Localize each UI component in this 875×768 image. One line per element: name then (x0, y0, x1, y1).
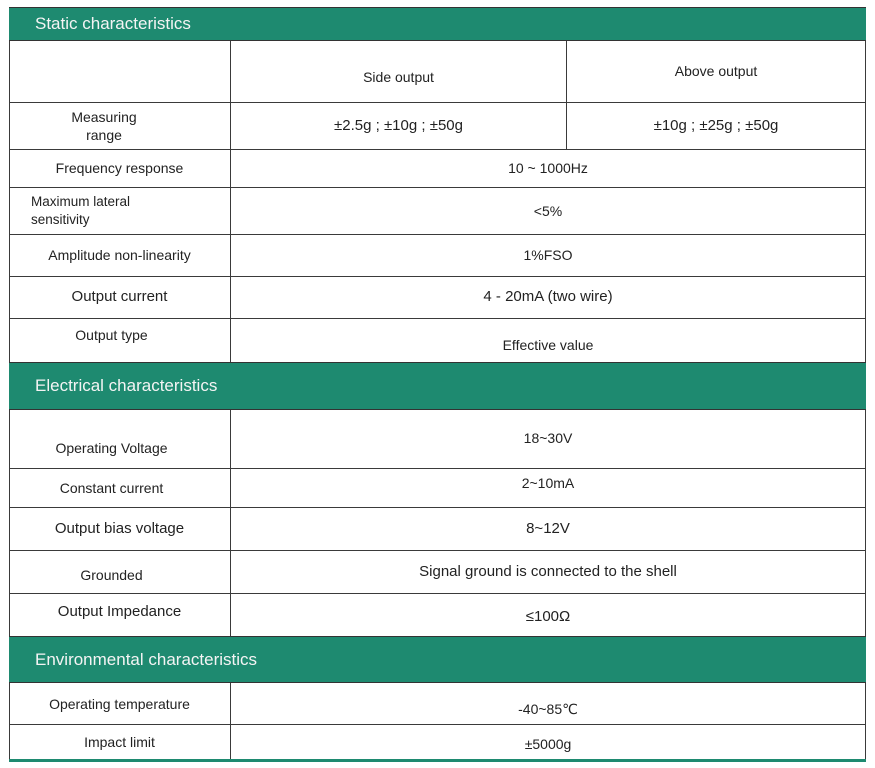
spec-table (9, 7, 866, 762)
value-amplitude-non-linearity: 1%FSO (523, 247, 573, 263)
column-header-above-output: Above output (674, 63, 758, 79)
label-measuring-range: Measuring range (71, 108, 137, 143)
label-operating-voltage: Operating Voltage (55, 439, 168, 456)
value-measuring-range-above: ±10g ; ±25g ; ±50g (653, 116, 779, 134)
value-output-bias-voltage: 8~12V (526, 519, 570, 537)
value-lateral-sensitivity: <5% (533, 202, 563, 219)
label-grounded: Grounded (80, 566, 143, 583)
label-constant-current: Constant current (59, 479, 164, 496)
section-header-electrical (9, 362, 866, 410)
value-measuring-range-side: ±2.5g ; ±10g ; ±50g (334, 116, 463, 134)
label-impact-limit: Impact limit (84, 733, 155, 750)
section-header-static (9, 7, 866, 41)
value-output-impedance: ≤100Ω (525, 608, 571, 625)
section-header-environmental (9, 636, 866, 683)
label-output-impedance: Output Impedance (57, 603, 182, 620)
bottom-accent-bar (9, 759, 866, 762)
label-output-current: Output current (71, 288, 168, 305)
value-output-type: Effective value (502, 337, 594, 353)
value-operating-temperature: -40~85℃ (518, 700, 578, 717)
column-header-side-output: Side output (363, 69, 434, 85)
value-frequency-response: 10 ~ 1000Hz (508, 160, 588, 176)
value-grounded: Signal ground is connected to the shell (419, 562, 677, 580)
section-title-static: Static characteristics (35, 14, 191, 33)
section-title-electrical: Electrical characteristics (35, 376, 218, 395)
value-operating-voltage: 18~30V (523, 430, 573, 446)
value-constant-current: 2~10mA (521, 475, 575, 491)
value-output-current: 4 - 20mA (two wire) (483, 288, 613, 305)
label-operating-temperature: Operating temperature (49, 695, 190, 712)
label-output-bias-voltage: Output bias voltage (54, 519, 185, 537)
label-lateral-sensitivity: Maximum lateral sensitivity (31, 193, 131, 227)
label-frequency-response: Frequency response (55, 160, 184, 176)
value-impact-limit: ±5000g (524, 735, 572, 752)
label-output-type: Output type (75, 327, 148, 343)
section-title-environmental: Environmental characteristics (35, 649, 258, 669)
label-amplitude-non-linearity: Amplitude non-linearity (48, 247, 191, 263)
